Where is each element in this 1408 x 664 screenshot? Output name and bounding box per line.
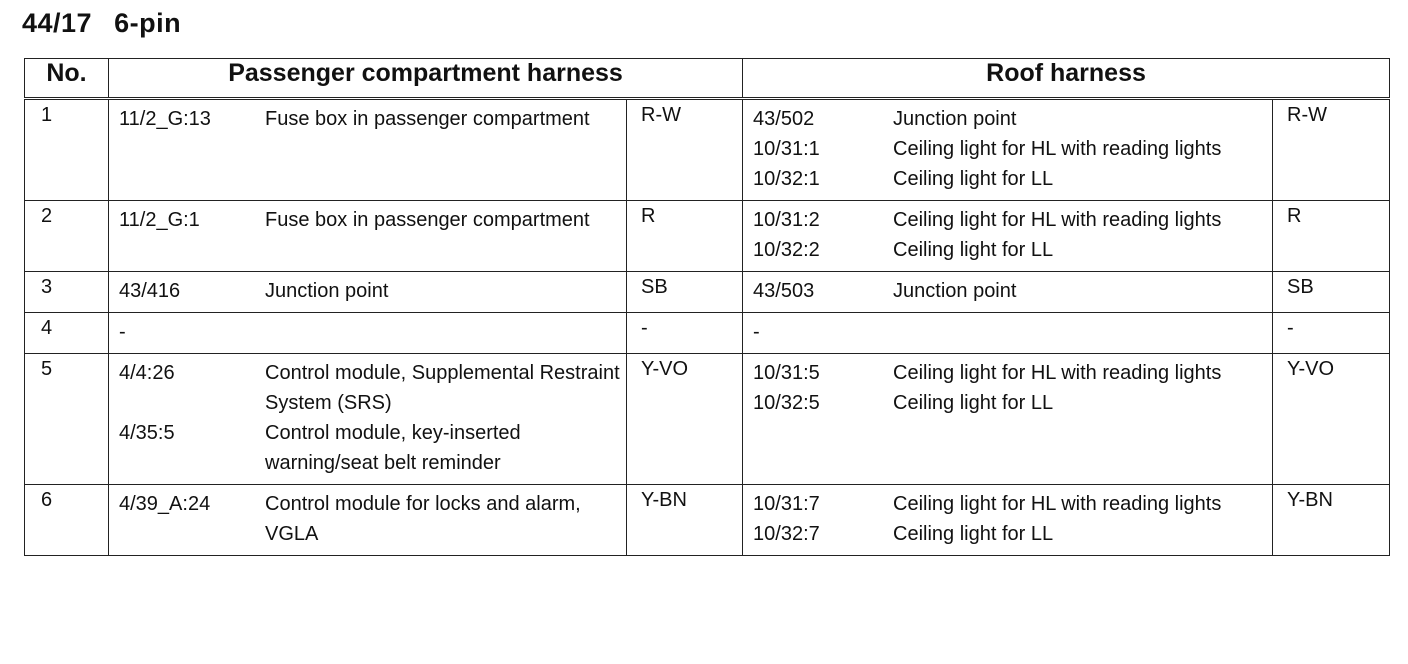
table-row <box>25 485 1390 556</box>
roof-entry <box>753 489 1266 519</box>
table-row <box>25 313 1390 354</box>
roof-component-code: 10/32:2 <box>753 239 820 261</box>
pin-number: 6 <box>25 485 109 556</box>
roof-harness-cell <box>743 354 1273 485</box>
roof-component-desc: Ceiling light for LL <box>893 392 1054 414</box>
passenger-harness-cell <box>109 313 627 354</box>
roof-component-desc: Ceiling light for LL <box>893 523 1054 545</box>
roof-component-code: 10/31:2 <box>753 209 820 231</box>
roof-component-code: 10/32:5 <box>753 392 820 414</box>
roof-entry <box>753 519 1266 549</box>
passenger-harness-cell <box>109 201 627 272</box>
roof-entry <box>753 164 1266 194</box>
table-row <box>25 201 1390 272</box>
table-row <box>25 99 1390 201</box>
passenger-component-desc: Junction point <box>265 280 389 302</box>
passenger-component-desc: Control module for locks and alarm, VGLA <box>265 493 581 545</box>
roof-wire-color: R-W <box>1273 99 1390 201</box>
roof-component-desc: Ceiling light for HL with reading lights <box>893 362 1222 384</box>
roof-empty: - <box>753 321 760 343</box>
roof-wire-color: Y-BN <box>1273 485 1390 556</box>
roof-component-code: 43/503 <box>753 280 815 302</box>
connector-id: 44/17 <box>22 8 93 38</box>
passenger-entry <box>119 104 620 134</box>
passenger-entry <box>119 418 620 478</box>
passenger-wire-color: SB <box>627 272 743 313</box>
roof-entry <box>753 134 1266 164</box>
roof-component-desc: Ceiling light for HL with reading lights <box>893 493 1222 515</box>
pin-number: 3 <box>25 272 109 313</box>
passenger-wire-color: R <box>627 201 743 272</box>
passenger-component-code: 4/39_A:24 <box>119 493 211 515</box>
roof-component-desc: Ceiling light for HL with reading lights <box>893 138 1222 160</box>
roof-entry <box>753 205 1266 235</box>
passenger-wire-color: Y-BN <box>627 485 743 556</box>
passenger-component-code: 11/2_G:1 <box>119 209 200 231</box>
roof-component-desc: Ceiling light for LL <box>893 239 1054 261</box>
roof-component-code: 10/31:7 <box>753 493 820 515</box>
roof-harness-cell <box>743 99 1273 201</box>
roof-component-code: 43/502 <box>753 108 815 130</box>
passenger-component-desc: Fuse box in passenger compartment <box>265 108 590 130</box>
passenger-component-code: 43/416 <box>119 280 181 302</box>
pin-number: 2 <box>25 201 109 272</box>
pinout-table <box>24 58 1390 556</box>
pin-number: 1 <box>25 99 109 201</box>
passenger-harness-cell <box>109 485 627 556</box>
roof-entry <box>753 388 1266 418</box>
passenger-harness-cell <box>109 99 627 201</box>
header-roof-harness: Roof harness <box>743 59 1390 99</box>
roof-component-code: 10/32:1 <box>753 168 820 190</box>
passenger-wire-color: - <box>627 313 743 354</box>
table-row <box>25 272 1390 313</box>
roof-component-desc: Ceiling light for HL with reading lights <box>893 209 1222 231</box>
passenger-empty: - <box>119 321 126 343</box>
page-title <box>22 8 181 39</box>
roof-harness-cell <box>743 272 1273 313</box>
roof-entry <box>753 235 1266 265</box>
passenger-harness-cell <box>109 272 627 313</box>
roof-component-desc: Ceiling light for LL <box>893 168 1054 190</box>
header-passenger-harness: Passenger compartment harness <box>109 59 743 99</box>
roof-component-desc: Junction point <box>893 280 1017 302</box>
table-header-row <box>25 59 1390 99</box>
roof-entry <box>753 104 1266 134</box>
passenger-wire-color: Y-VO <box>627 354 743 485</box>
passenger-component-code: 11/2_G:13 <box>119 108 211 130</box>
roof-harness-cell <box>743 201 1273 272</box>
header-no: No. <box>25 59 109 99</box>
roof-entry <box>753 276 1266 306</box>
passenger-entry <box>119 205 620 235</box>
passenger-entry <box>119 276 620 306</box>
passenger-entry <box>119 358 620 418</box>
pin-count: 6-pin <box>114 8 182 38</box>
pin-number: 5 <box>25 354 109 485</box>
table-row <box>25 354 1390 485</box>
passenger-entry <box>119 489 620 549</box>
passenger-component-code: 4/35:5 <box>119 422 175 444</box>
passenger-component-desc: Control module, Supplemental Restraint System (SRS) <box>265 362 620 414</box>
roof-component-desc: Junction point <box>893 108 1017 130</box>
roof-component-code: 10/31:5 <box>753 362 820 384</box>
roof-wire-color: - <box>1273 313 1390 354</box>
roof-entry <box>753 358 1266 388</box>
passenger-harness-cell <box>109 354 627 485</box>
passenger-component-desc: Fuse box in passenger compartment <box>265 209 590 231</box>
pin-number: 4 <box>25 313 109 354</box>
passenger-component-desc: Control module, key-inserted warning/seat belt reminder <box>265 422 521 474</box>
roof-wire-color: Y-VO <box>1273 354 1390 485</box>
roof-component-code: 10/31:1 <box>753 138 820 160</box>
roof-wire-color: SB <box>1273 272 1390 313</box>
roof-component-code: 10/32:7 <box>753 523 820 545</box>
roof-harness-cell <box>743 313 1273 354</box>
roof-harness-cell <box>743 485 1273 556</box>
passenger-wire-color: R-W <box>627 99 743 201</box>
passenger-component-code: 4/4:26 <box>119 362 175 384</box>
roof-wire-color: R <box>1273 201 1390 272</box>
